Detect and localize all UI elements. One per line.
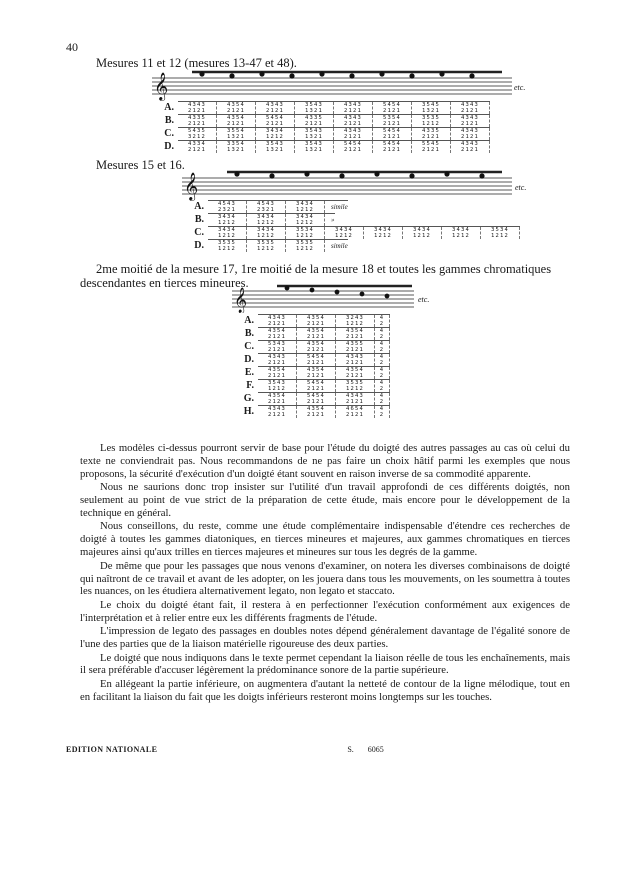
paragraph: De même que pour les passages que nous venons d'examiner, on notera les diverses combinaisons de doigté qui naîtront de ce travail et avant de les adopter, on les jouera dans tous les mouvements, on les soumettra à toutes les nuances, on les étudiera alternativement legato, non legato et staccato. xyxy=(80,559,570,598)
fingering-row: G. 4354 2121 5454 2121 4343 2121 4 2 xyxy=(232,392,390,405)
fingering-row: A. 4343 2121 4354 2121 4343 2121 3543 1321 4343 2121 5454 2121 3545 1321 4343 2121 xyxy=(152,101,490,114)
fingering-row: B. 4335 2121 4354 2121 5454 2121 4335 2121 4343 2121 5354 2121 3535 1212 4343 2121 xyxy=(152,114,490,127)
body-text xyxy=(80,442,570,704)
music-staff xyxy=(232,283,414,313)
publisher-mark: S. xyxy=(347,745,354,754)
etc-label: etc. xyxy=(514,83,526,92)
section-heading: 2me moitié de la mesure 17, 1re moitié de la mesure 18 et toutes les gammes chromatiques xyxy=(96,262,552,276)
row-label: A. xyxy=(164,102,174,113)
music-example xyxy=(152,68,526,102)
fingering-row: B. 3434 1212 3434 1212 3434 1212 » xyxy=(182,213,520,226)
fingering-row: D. 4343 2121 5454 2121 4343 2121 4 2 xyxy=(232,353,390,366)
paragraph: En allégeant la partie inférieure, on augmentera d'autant la netteté de contour de la ligne mélodique, tout en en facilitant la liaison du fait que les doigts inférieurs resteront moins longtemps sur les touches. xyxy=(80,677,570,703)
fingering-row: D. 4334 2121 3354 1321 3543 1321 3543 1321 5454 2121 5454 2121 5545 2121 4343 2121 xyxy=(152,140,490,153)
paragraph: Le doigté que nous indiquons dans le texte permet cependant la liaison réelle de tous les enchaînements, mais il sera préférable d'accuser légèrement la prédominance sonore de la partie supérieure. xyxy=(80,651,570,677)
fingering-row: C. 5343 2121 4354 2121 4355 2121 4 2 xyxy=(232,340,390,353)
row-label: C. xyxy=(164,128,174,139)
etc-label: etc. xyxy=(418,295,430,304)
fingering-table xyxy=(232,314,390,418)
music-example xyxy=(232,283,430,313)
edition-label: EDITION NATIONALE xyxy=(66,745,158,754)
fingering-row: F. 3543 1212 5454 2121 3535 1212 4 2 xyxy=(232,379,390,392)
svg-text:𝄞: 𝄞 xyxy=(184,172,199,200)
section-heading: Mesures 15 et 16. xyxy=(96,158,185,172)
paragraph: Nous ne saurions donc trop insister sur l'utilité d'un travail approfondi de ces différents doigtés, non seulement au point de vue strict de la préparation de cette étude, mais encore pour le développement de la technique en général. xyxy=(80,481,570,520)
page-footer xyxy=(66,745,556,754)
svg-text:𝄞: 𝄞 xyxy=(234,288,248,313)
fingering-row: A. 4343 2121 4354 2121 3243 1212 4 2 xyxy=(232,314,390,327)
etc-label: etc. xyxy=(515,183,527,192)
row-label: D. xyxy=(194,240,204,251)
simile-label: simile xyxy=(331,242,348,250)
fingering-row: D. 3535 1212 3535 1212 3535 1212 simile xyxy=(182,239,520,252)
fingering-row: A. 4543 2321 4543 2321 3434 1212 simile xyxy=(182,200,520,213)
fingering-row: B. 4354 2121 4354 2121 4354 2121 4 2 xyxy=(232,327,390,340)
fingering-row: H. 4343 2121 4354 2121 4654 2121 4 2 xyxy=(232,405,390,418)
fingering-row: E. 4354 2121 4354 2121 4354 2121 4 2 xyxy=(232,366,390,379)
row-label: D. xyxy=(164,141,174,152)
svg-text:𝄞: 𝄞 xyxy=(154,72,169,100)
section-heading-cont: descendantes en tierces mineures. xyxy=(80,276,249,290)
fingering-table xyxy=(152,101,490,153)
paragraph: Le choix du doigté étant fait, il restera à en perfectionner l'exécution conformément aux exigences de l'interprétation et à relier entre eux les différents fragments de l'étude. xyxy=(80,598,570,624)
plate-number: 6065 xyxy=(367,745,384,754)
section-heading: Mesures 11 et 12 (mesures 13-47 et 48). xyxy=(96,56,297,70)
music-staff xyxy=(182,168,512,202)
paragraph: Nous conseillons, du reste, comme une étude complémentaire indispensable d'étendre ces recherches de doigté à toutes les gammes diatoniques, en tierces mineures et majeures, aux gammes chromatiques en tierces majeures ainsi qu'aux trilles en tierces majeures et mineures sur tous les degrés de la gamme. xyxy=(80,520,570,559)
paragraph: Les modèles ci-dessus pourront servir de base pour l'étude du doigté des autres passages au cas où celui du texte ne conviendrait pas. Nous recommandons de ne pas faire un choix hâtif parmi les exemples que nous proposons, la sécurité d'exécution d'un doigté étant souvent en raison inverse de sa commodité apparente. xyxy=(80,442,570,480)
fingering-row: C. 3434 1212 3434 1212 3534 1212 3434 1212 3434 1212 3434 1212 3434 1212 3534 1212 xyxy=(182,226,520,239)
simile-label: simile xyxy=(331,203,348,211)
fingering-row: C. 5435 3212 3554 1321 3434 1212 3543 1321 4343 2121 5454 2121 4335 2121 4343 2121 xyxy=(152,127,490,140)
row-label: B. xyxy=(164,115,174,126)
fingering-table xyxy=(182,200,520,252)
paragraph: L'impression de legato des passages en doubles notes dépend généralement davantage de l'égalité sonore de l'une des parties que de la liaison matérielle rigoureuse des deux parties. xyxy=(80,625,570,651)
music-example xyxy=(182,168,527,202)
row-label: A. xyxy=(194,201,204,212)
simile-label: » xyxy=(331,216,335,224)
row-label: C. xyxy=(194,227,204,238)
page-number: 40 xyxy=(66,40,78,54)
row-label: B. xyxy=(194,214,204,225)
music-staff xyxy=(152,68,512,102)
